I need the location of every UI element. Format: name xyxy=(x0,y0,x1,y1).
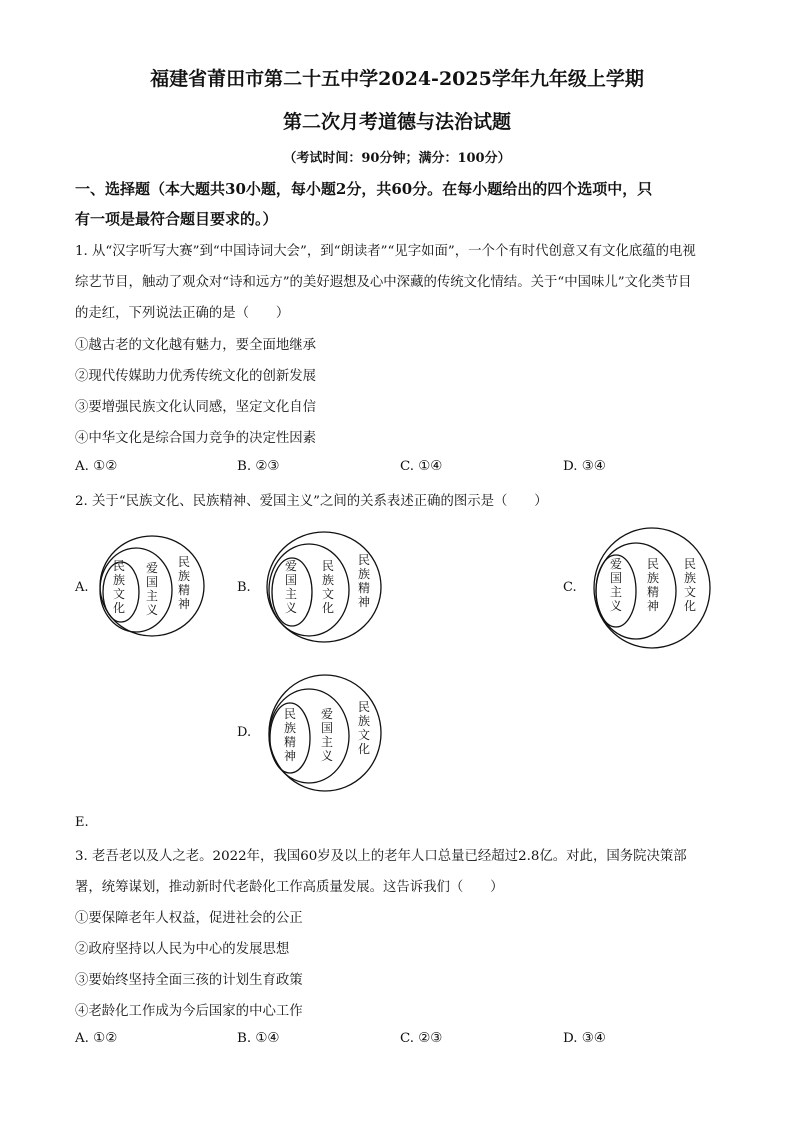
q1-statement-2: ②现代传媒助力优秀传统文化的创新发展 xyxy=(75,369,317,384)
section-heading-line2: 有一项是最符合题目要求的。） xyxy=(75,210,278,228)
q1-stem-line3: 的走红，下列说法正确的是（ ） xyxy=(75,306,290,321)
circle-label-text: 民族精神 xyxy=(357,553,371,609)
circle-label-text: 爱国主义 xyxy=(284,559,298,615)
q1-option-d[interactable]: D. ③④ xyxy=(563,459,606,474)
q1-statement-4: ④中华文化是综合国力竞争的决定性因素 xyxy=(75,431,317,446)
q3-statement-4: ④老龄化工作成为今后国家的中心工作 xyxy=(75,1004,303,1019)
q2-diagram-c[interactable] xyxy=(589,523,715,653)
q1-statement-1: ①越古老的文化越有魅力，要全面地继承 xyxy=(75,338,317,353)
q3-option-c[interactable]: C. ②③ xyxy=(400,1031,443,1046)
diagram-c-inner-label xyxy=(610,557,622,613)
diagram-c-outer-label xyxy=(684,557,696,613)
circle-label-text: 民族精神 xyxy=(646,557,660,613)
q2-diagram-d[interactable] xyxy=(264,671,386,795)
q3-stem-line2: 署，统筹谋划，推动新时代老龄化工作高质量发展。这告诉我们（ ） xyxy=(75,880,504,895)
q1-stem-line1: 1. 从“汉字听写大赛”到“中国诗词大会”，到“朗读者”“见字如面”，一个个有时代创意又有文化底蕴的电视 xyxy=(75,244,696,259)
q3-statement-3: ③要始终坚持全面三孩的计划生育政策 xyxy=(75,973,303,988)
circle-label-text: 爱国主义 xyxy=(145,561,159,617)
diagram-a-inner-label xyxy=(113,559,125,615)
q3-statement-1: ①要保障老年人权益，促进社会的公正 xyxy=(75,911,303,926)
circle-label-text: 民族精神 xyxy=(177,555,191,611)
q3-option-d[interactable]: D. ③④ xyxy=(563,1031,606,1046)
middle-circle xyxy=(269,544,349,636)
circle-label-text: 民族文化 xyxy=(112,559,126,615)
circle-label-text: 民族精神 xyxy=(283,707,297,763)
q2-option-c-label[interactable]: C. xyxy=(563,580,577,595)
q2-option-a-label[interactable]: A. xyxy=(75,580,89,595)
diagram-c-middle-label xyxy=(647,557,659,613)
q1-option-c[interactable]: C. ①④ xyxy=(400,459,443,474)
q1-statement-3: ③要增强民族文化认同感，坚定文化自信 xyxy=(75,400,317,415)
exam-title-line2: 第二次月考道德与法治试题 xyxy=(282,111,511,133)
q1-option-b[interactable]: B. ②③ xyxy=(237,459,280,474)
q2-trailing-letter: E. xyxy=(75,815,89,830)
exam-title-line1: 福建省莆田市第二十五中学2024-2025学年九年级上学期 xyxy=(150,68,644,90)
q3-option-a[interactable]: A. ①② xyxy=(75,1031,118,1046)
diagram-b-outer-label xyxy=(358,553,370,609)
diagram-b-middle-label xyxy=(322,559,334,615)
circle-label-text: 民族文化 xyxy=(357,700,371,756)
q2-option-d-label[interactable]: D. xyxy=(237,725,252,740)
q2-stem: 2. 关于“民族文化、民族精神、爱国主义”之间的关系表述正确的图示是（ ） xyxy=(75,494,548,509)
diagram-a-outer-label xyxy=(178,555,190,611)
middle-circle xyxy=(100,548,172,632)
q1-option-a[interactable]: A. ①② xyxy=(75,459,118,474)
q3-option-b[interactable]: B. ①④ xyxy=(237,1031,280,1046)
circle-label-text: 民族文化 xyxy=(321,559,335,615)
q3-stem-line1: 3. 老吾老以及人之老。2022年，我国60岁及以上的老年人口总量已经超过2.8亿。对此，国务院决策部 xyxy=(75,849,687,864)
circle-label-text: 爱国主义 xyxy=(609,557,623,613)
diagram-b-inner-label xyxy=(285,559,297,615)
section-heading-line1: 一、选择题（本大题共30小题，每小题2分，共60分。在每小题给出的四个选项中，只 xyxy=(75,180,653,198)
q1-stem-line2: 综艺节目，触动了观众对“诗和远方”的美好遐想及心中深藏的传统文化情结。关于“中国味儿”文化类节目 xyxy=(75,275,692,290)
q3-statement-2: ②政府坚持以人民为中心的发展思想 xyxy=(75,942,290,957)
circle-label-text: 爱国主义 xyxy=(320,707,334,763)
exam-info: （考试时间：90分钟；满分：100分） xyxy=(283,151,511,166)
q2-diagram-b[interactable] xyxy=(262,526,386,648)
diagram-d-outer-label xyxy=(358,700,370,756)
diagram-d-middle-label xyxy=(321,707,333,763)
diagram-a-middle-label xyxy=(146,561,158,617)
circle-label-text: 民族文化 xyxy=(683,557,697,613)
diagram-d-inner-label xyxy=(284,707,296,763)
q2-diagram-a[interactable] xyxy=(96,530,208,642)
q2-option-b-label[interactable]: B. xyxy=(237,580,251,595)
